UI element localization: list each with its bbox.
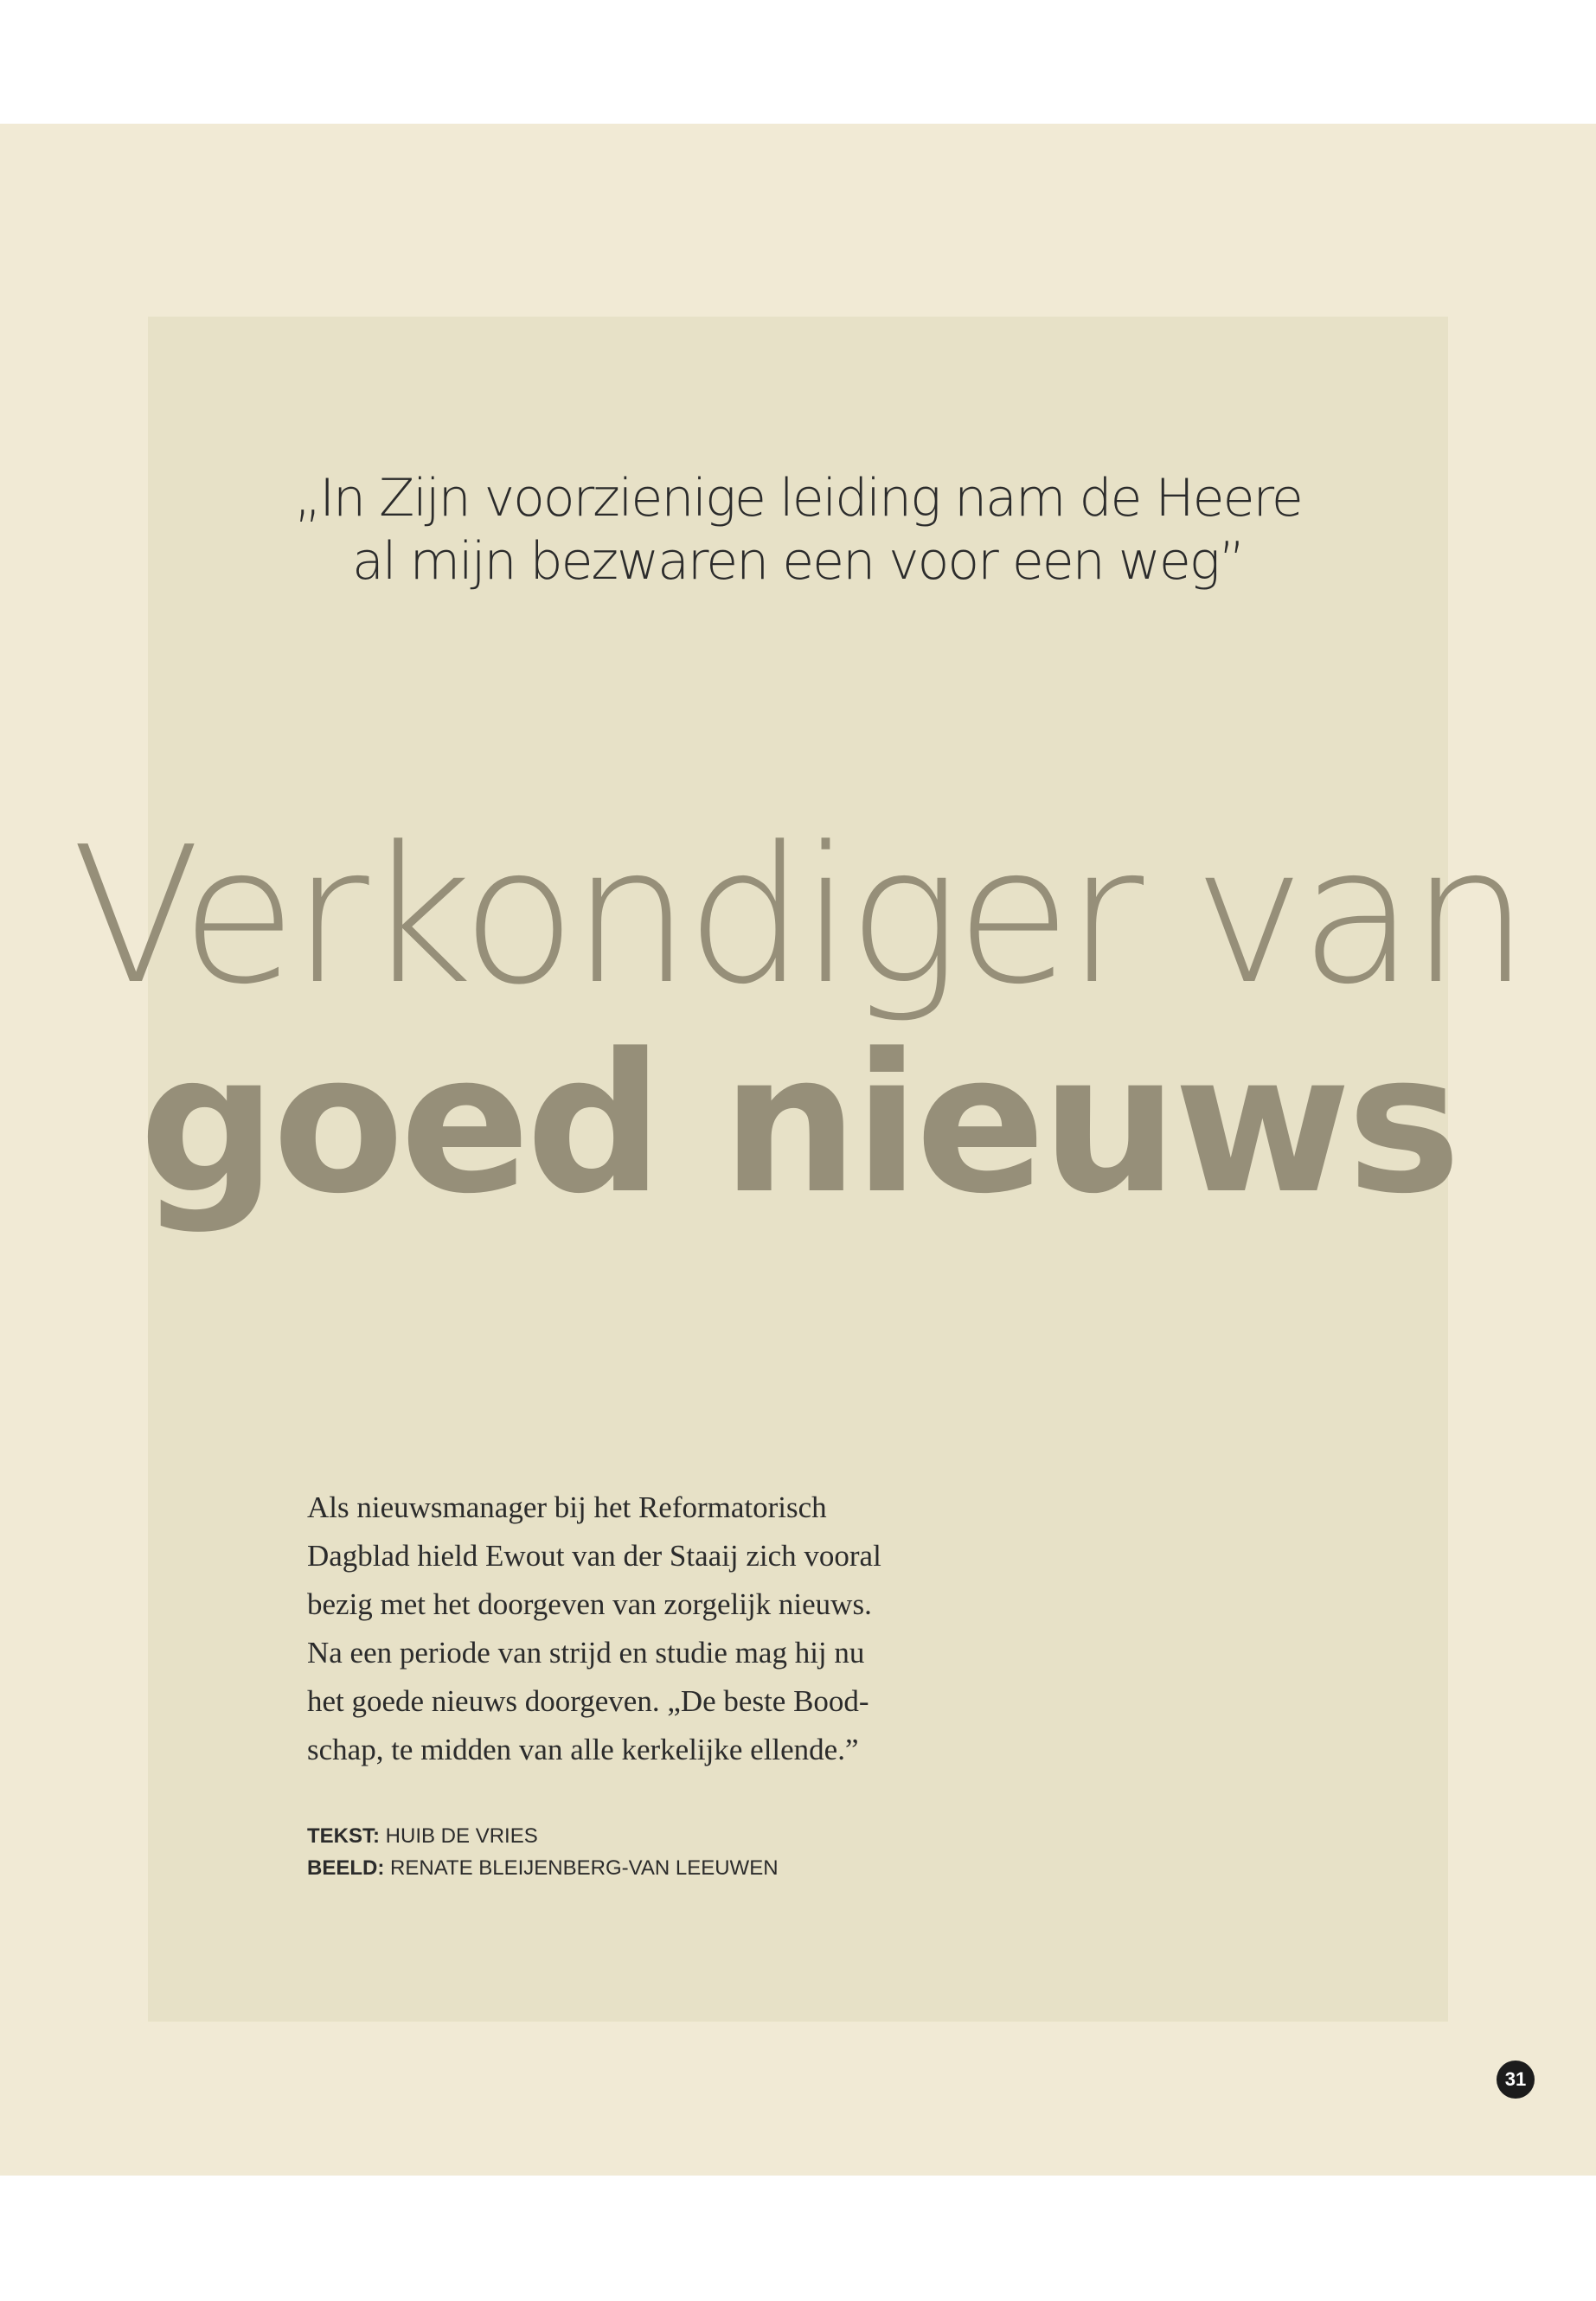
page-number-badge: 31	[1497, 2061, 1535, 2099]
credit-text	[307, 1820, 779, 1852]
headline-line-2: goed nieuws	[138, 1013, 1458, 1236]
pull-quote-line-2: al mijn bezwaren een voor een weg”	[352, 531, 1244, 592]
credit-image-value: RENATE BLEIJENBERG-VAN LEEUWEN	[390, 1856, 779, 1880]
intro-line: bezig met het doorgeven van zorgelijk nieuws.	[307, 1587, 872, 1621]
headline-line-1: Verkondiger van	[71, 807, 1525, 1026]
pull-quote	[148, 467, 1448, 593]
intro-line: schap, te midden van alle kerkelijke ellende.”	[307, 1733, 859, 1766]
credit-image	[307, 1852, 779, 1884]
intro-line: Als nieuwsmanager bij het Reformatorisch	[307, 1490, 827, 1524]
intro-line: Dagblad hield Ewout van der Staaij zich vooral	[307, 1539, 881, 1573]
intro-paragraph	[307, 1484, 990, 1774]
intro-line: het goede nieuws doorgeven. „De beste Bood-	[307, 1684, 869, 1718]
credits	[307, 1820, 779, 1884]
credit-text-label: TEKST:	[307, 1824, 380, 1848]
pull-quote-line-1: „In Zijn voorzienige leiding nam de Heere	[294, 468, 1302, 529]
intro-line: Na een periode van strijd en studie mag hij nu	[307, 1636, 865, 1670]
credit-text-value: HUIB DE VRIES	[385, 1824, 538, 1848]
credit-image-label: BEELD:	[307, 1856, 385, 1880]
